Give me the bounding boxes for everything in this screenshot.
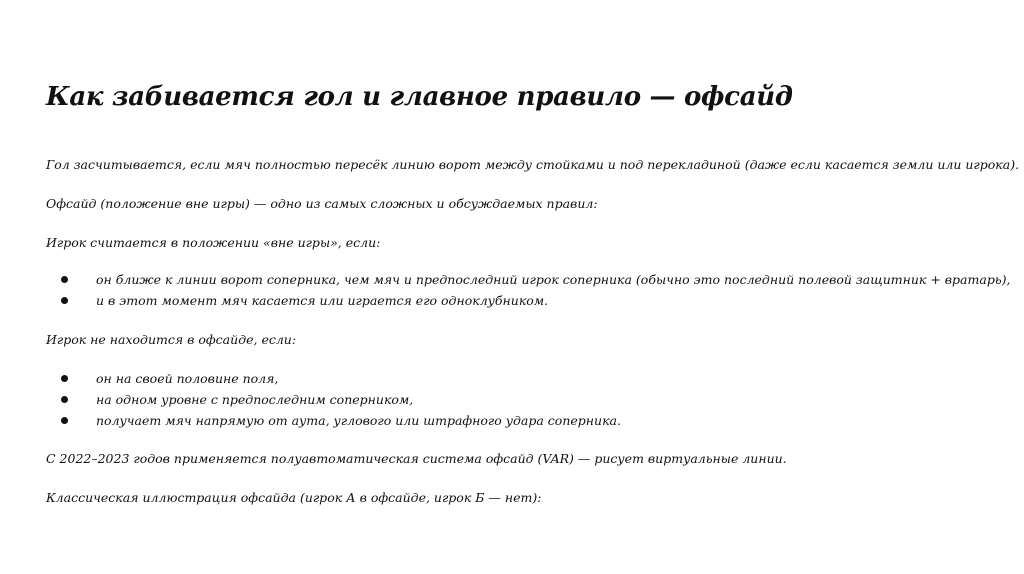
list-item-text: он ближе к линии ворот соперника, чем мяч и предпоследний игрок соперника (обычно это последний полевой защитник + вратарь), — [96, 272, 1011, 287]
list-item — [46, 368, 621, 389]
list-item — [46, 290, 1010, 311]
paragraph-var: С 2022–2023 годов применяется полуавтоматическая система офсайд (VAR) — рисует виртуальные линии. — [46, 451, 787, 466]
bullet-icon — [61, 417, 68, 424]
list-item — [46, 410, 621, 431]
paragraph-goal: Гол засчитывается, если мяч полностью пересёк линию ворот между стойками и под перекладиной (даже если касается земли или игрока). — [46, 157, 1020, 172]
paragraph-offside-condition: Игрок считается в положении «вне игры», если: — [46, 235, 381, 250]
bullet-icon — [61, 276, 68, 283]
bullet-icon — [61, 375, 68, 382]
bullet-icon — [61, 396, 68, 403]
page-title: Как забивается гол и главное правило — офсайд — [46, 82, 793, 112]
list-item-text: он на своей половине поля, — [96, 371, 279, 386]
paragraph-not-offside: Игрок не находится в офсайде, если: — [46, 332, 297, 347]
list-item-text: получает мяч напрямую от аута, углового или штрафного удара соперника. — [96, 413, 621, 428]
list-item — [46, 269, 1010, 290]
paragraph-offside-intro: Офсайд (положение вне игры) — одно из самых сложных и обсуждаемых правил: — [46, 196, 598, 211]
bullet-icon — [61, 297, 68, 304]
paragraph-illustration: Классическая иллюстрация офсайда (игрок А в офсайде, игрок Б — нет): — [46, 490, 542, 505]
list-item-text: и в этот момент мяч касается или играется его одноклубником. — [96, 293, 549, 308]
offside-conditions-list — [46, 269, 1010, 311]
list-item — [46, 389, 621, 410]
list-item-text: на одном уровне с предпоследним соперником, — [96, 392, 414, 407]
not-offside-list — [46, 368, 621, 431]
